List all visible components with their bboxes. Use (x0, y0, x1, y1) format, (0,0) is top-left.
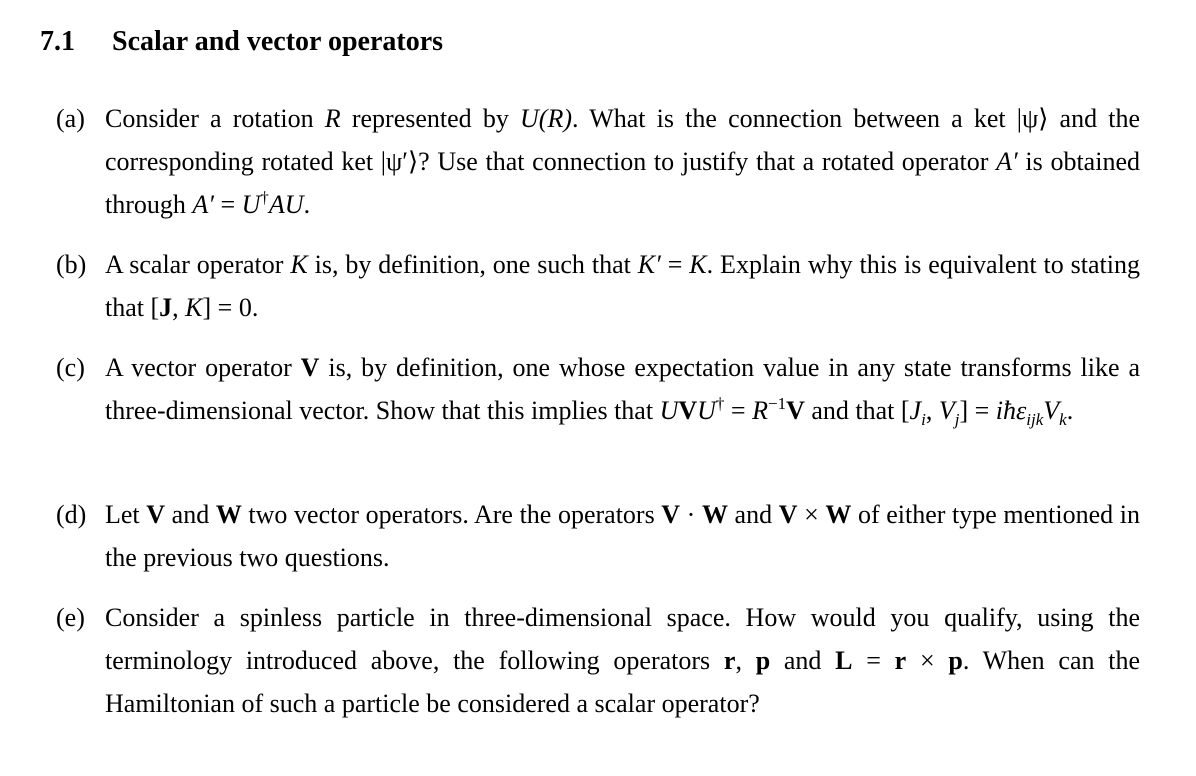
question-b (56, 243, 1140, 329)
question-e-label: (e) (56, 603, 85, 632)
question-a-label: (a) (56, 104, 85, 133)
question-c-text: A vector operator V is, by definition, one whose expectation value in any state transforms like a three-dimensional vector. Show that this implies that $UVU^\dagger = R^{-1}V$ and that [$J_i$, $V_j$] = $iħ\varepsilon_{ijk}V_k$. (105, 353, 1140, 429)
question-b-label: (b) (56, 250, 87, 279)
question-c (56, 346, 1140, 432)
question-b-text: A scalar operator K is, by definition, one such that K′ = K. Explain why this is equivalent to stating that [J, K] = 0. (105, 250, 1140, 322)
question-e (56, 596, 1140, 725)
section-heading (40, 22, 443, 62)
question-e-text: Consider a spinless particle in three-dimensional space. How would you qualify, using the terminology introduced above, the following operators r, p and L = r × p. When can the Hamiltonian of such a particle be considered a scalar operator? (105, 603, 1140, 718)
question-a (56, 97, 1140, 226)
question-d-text: Let V and W two vector operators. Are the operators V · W and V × W of either type mentioned in the previous two questions. (105, 500, 1140, 572)
section-number: 7.1 (40, 26, 75, 57)
question-d-label: (d) (56, 500, 87, 529)
question-c-label: (c) (56, 353, 85, 382)
question-a-text: Consider a rotation R represented by U(R). What is the connection between a ket |ψ⟩ and the corresponding rotated ket |ψ′⟩? Use that connection to justify that a rotated operator A′ is obtained through A′ = U†AU. (105, 104, 1141, 219)
question-d (56, 493, 1140, 579)
section-title: Scalar and vector operators (112, 26, 444, 57)
